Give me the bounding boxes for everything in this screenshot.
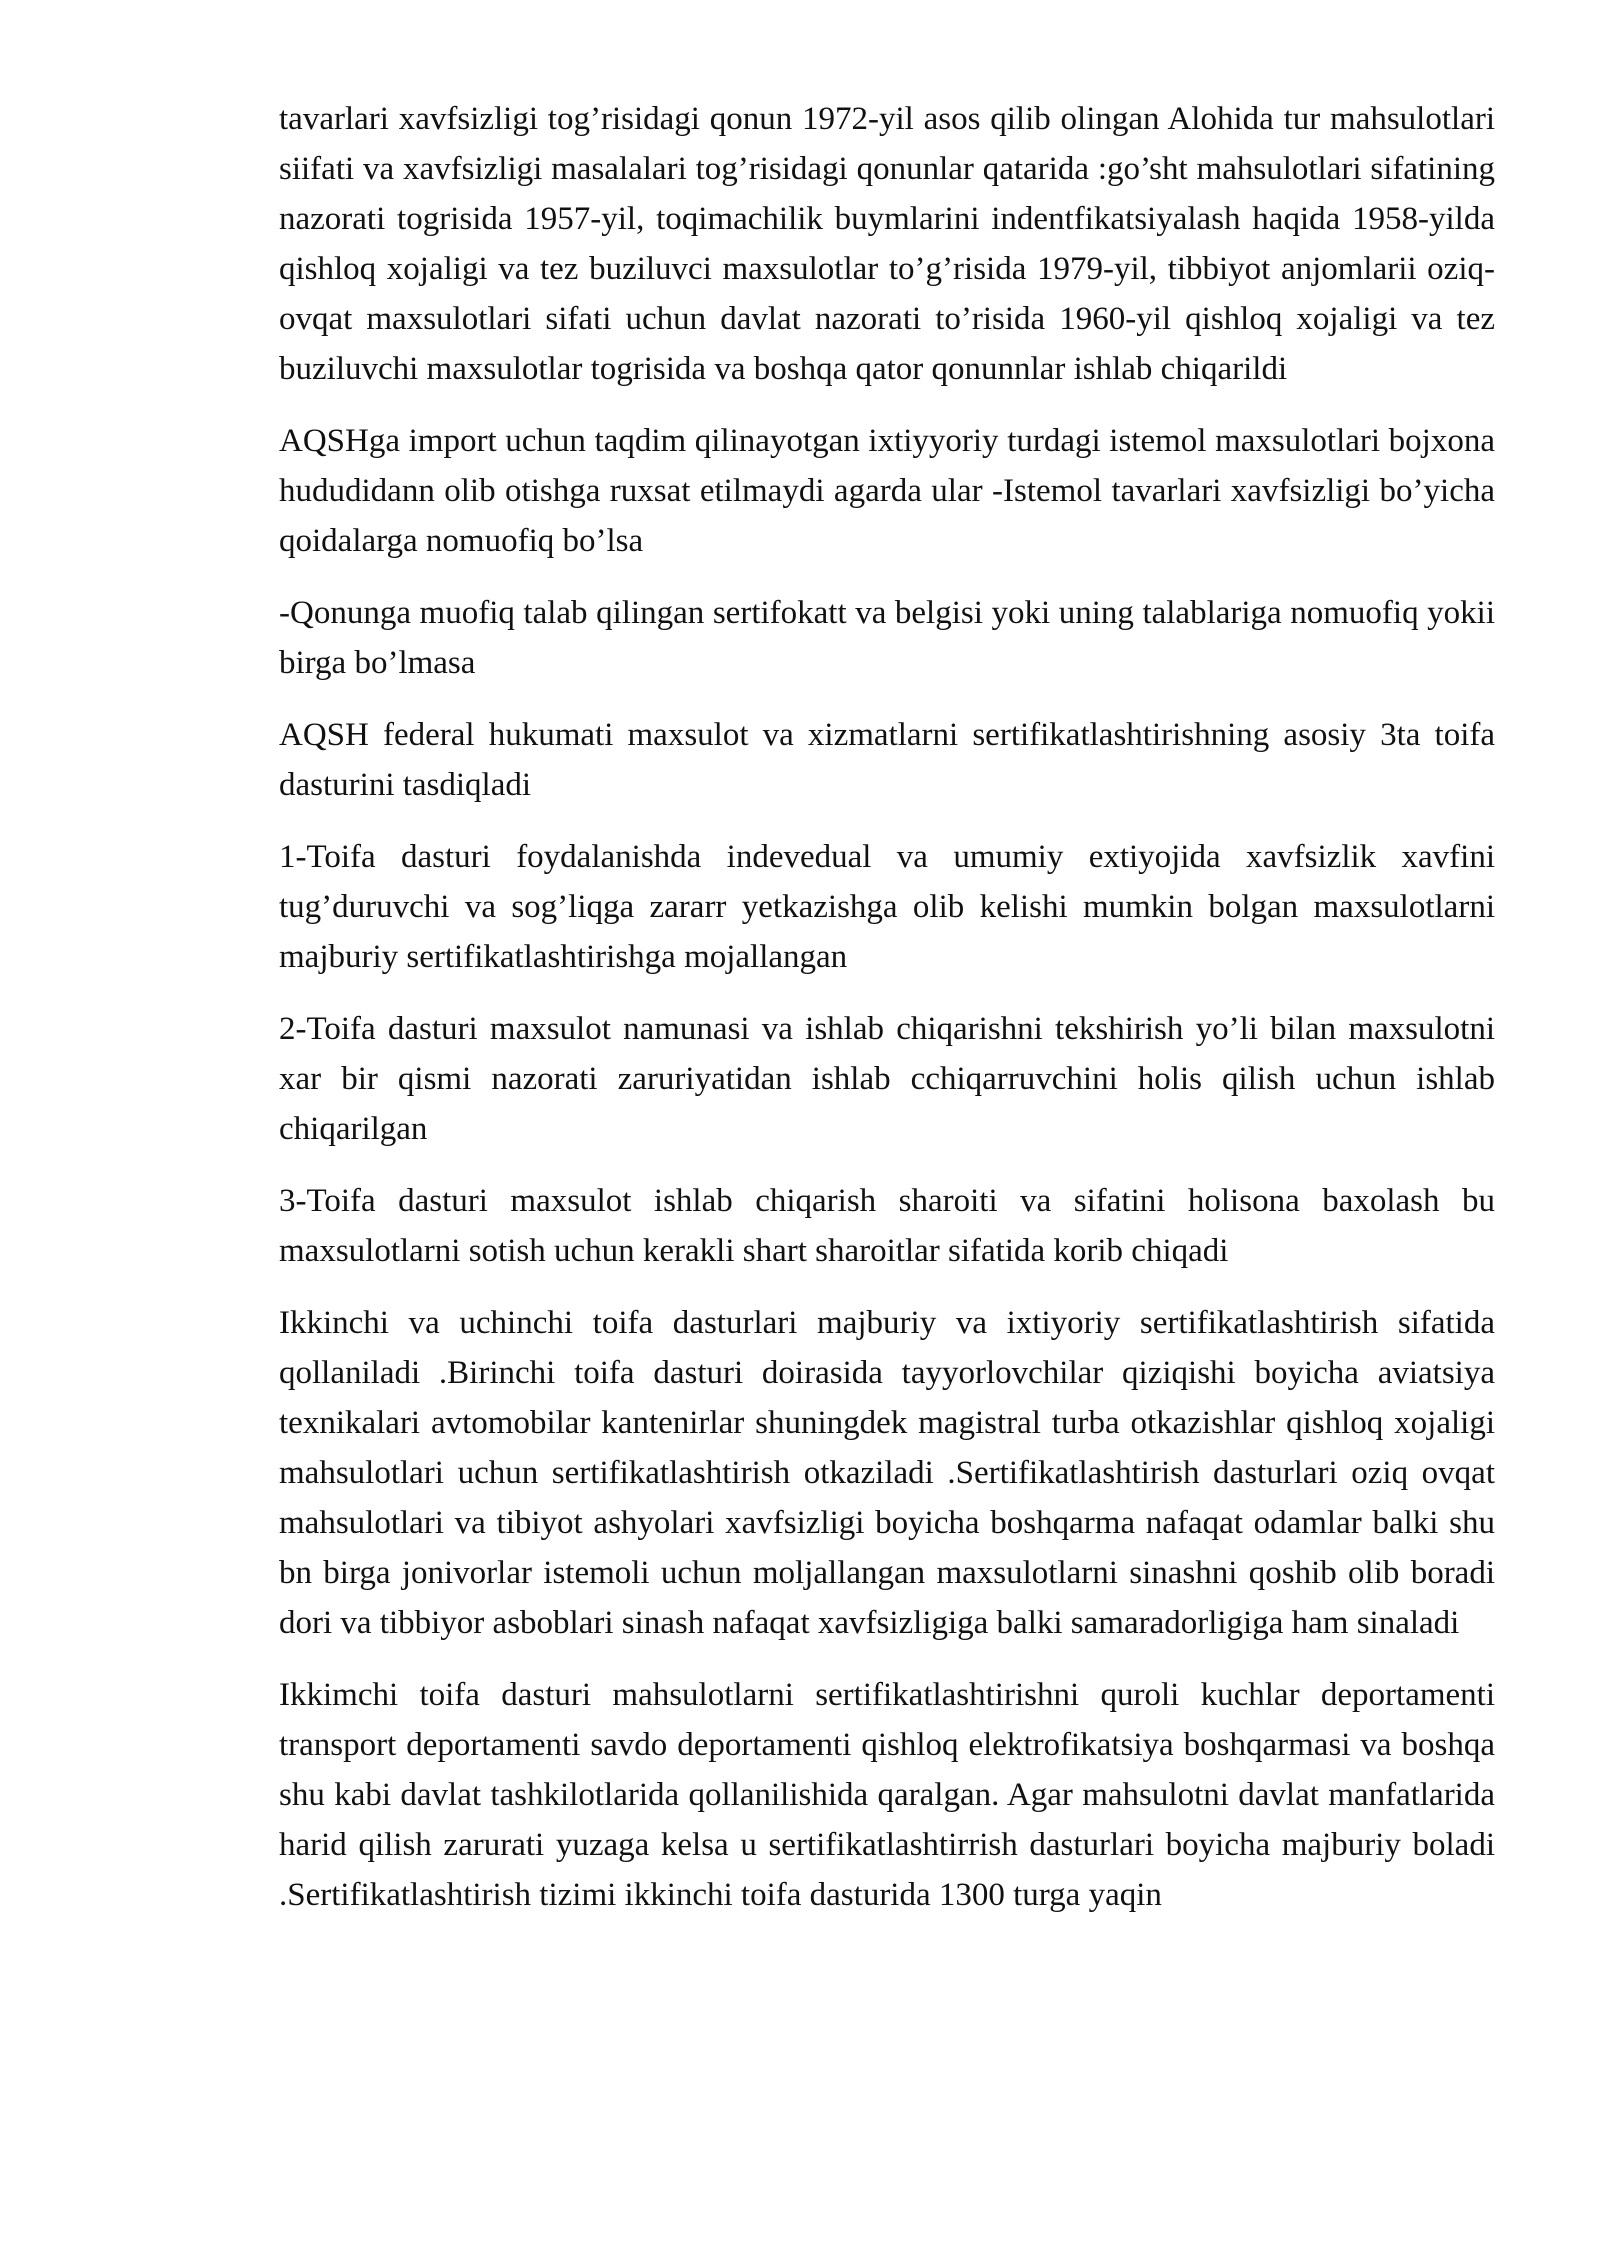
paragraph-second-category: Ikkimchi toifa dasturi mahsulotlarni sertifikatlashtirishni quroli kuchlar deportamenti transport deportamenti savdo deportamenti qishloq elektrofikatsiya boshqarmasi va boshqa shu kabi davlat tashkilotlarida qollanilishida qaralgan. Agar mahsulotni davlat manfatlarida harid qilish zarurati yuzaga kelsa u sertifikatlashtirrish dasturlari boyicha majburiy boladi .Sertifikatlashtirish tizimi ikkinchi toifa dasturida 1300 turga yaqin: [279, 1677, 1495, 1913]
paragraph-category-3: 3-Toifa dasturi maxsulot ishlab chiqarish sharoiti va sifatini holisona baxolash bu maxsulotlarni sotish uchun kerakli shart sharoitlar sifatida korib chiqadi: [279, 1183, 1495, 1269]
paragraph-category-1: 1-Toifa dasturi foydalanishda indevedual va umumiy extiyojida xavfsizlik xavfini tug’duruvchi va sog’liqga zararr yetkazishga olib kelishi mumkin bolgan maxsulotlarni majburiy sertifikatlashtirishga mojallangan: [279, 839, 1495, 975]
document-page: [279, 94, 1495, 1942]
paragraph-category-2: 2-Toifa dasturi maxsulot namunasi va ishlab chiqarishni tekshirish yo’li bilan maxsulotni xar bir qismi nazorati zaruriyatidan ishlab cchiqarruvchini holis qilish uchun ishlab chiqarilgan: [279, 1011, 1495, 1147]
paragraph-certificate-requirement: -Qonunga muofiq talab qilingan sertifokatt va belgisi yoki uning talablariga nomuofiq yokii birga bo’lmasa: [279, 595, 1495, 681]
paragraph-laws-history: tavarlari xavfsizligi tog’risidagi qonun 1972-yil asos qilib olingan Alohida tur mahsulotlari siifati va xavfsizligi masalalari tog’risidagi qonunlar qatarida :go’sht mahsulotlari sifatining nazorati togrisida 1957-yil, toqimachilik buymlarini indentfikatsiyalash haqida 1958-yilda qishloq xojaligi va tez buziluvci maxsulotlar to’g’risida 1979-yil, tibbiyot anjomlarii oziq-ovqat maxsulotlari sifati uchun davlat nazorati to’risida 1960-yil qishloq xojaligi va tez buziluvchi maxsulotlar togrisida va boshqa qator qonunnlar ishlab chiqarildi: [279, 101, 1495, 387]
paragraph-federal-programs: AQSH federal hukumati maxsulot va xizmatlarni sertifikatlashtirishning asosiy 3ta toifa dasturini tasdiqladi: [279, 717, 1495, 803]
paragraph-import-restrictions: AQSHga import uchun taqdim qilinayotgan ixtiyyoriy turdagi istemol maxsulotlari bojxona hududidann olib otishga ruxsat etilmaydi agarda ular -Istemol tavarlari xavfsizligi bo’yicha qoidalarga nomuofiq bo’lsa: [279, 423, 1495, 559]
paragraph-mandatory-voluntary: Ikkinchi va uchinchi toifa dasturlari majburiy va ixtiyoriy sertifikatlashtirish sifatida qollaniladi .Birinchi toifa dasturi doirasida tayyorlovchilar qiziqishi boyicha aviatsiya texnikalari avtomobilar kantenirlar shuningdek magistral turba otkazishlar qishloq xojaligi mahsulotlari uchun sertifikatlashtirish otkaziladi .Sertifikatlashtirish dasturlari oziq ovqat mahsulotlari va tibiyot ashyolari xavfsizligi boyicha boshqarma nafaqat odamlar balki shu bn birga jonivorlar istemoli uchun moljallangan maxsulotlarni sinashni qoshib olib boradi dori va tibbiyor asboblari sinash nafaqat xavfsizligiga balki samaradorligiga ham sinaladi: [279, 1305, 1495, 1641]
